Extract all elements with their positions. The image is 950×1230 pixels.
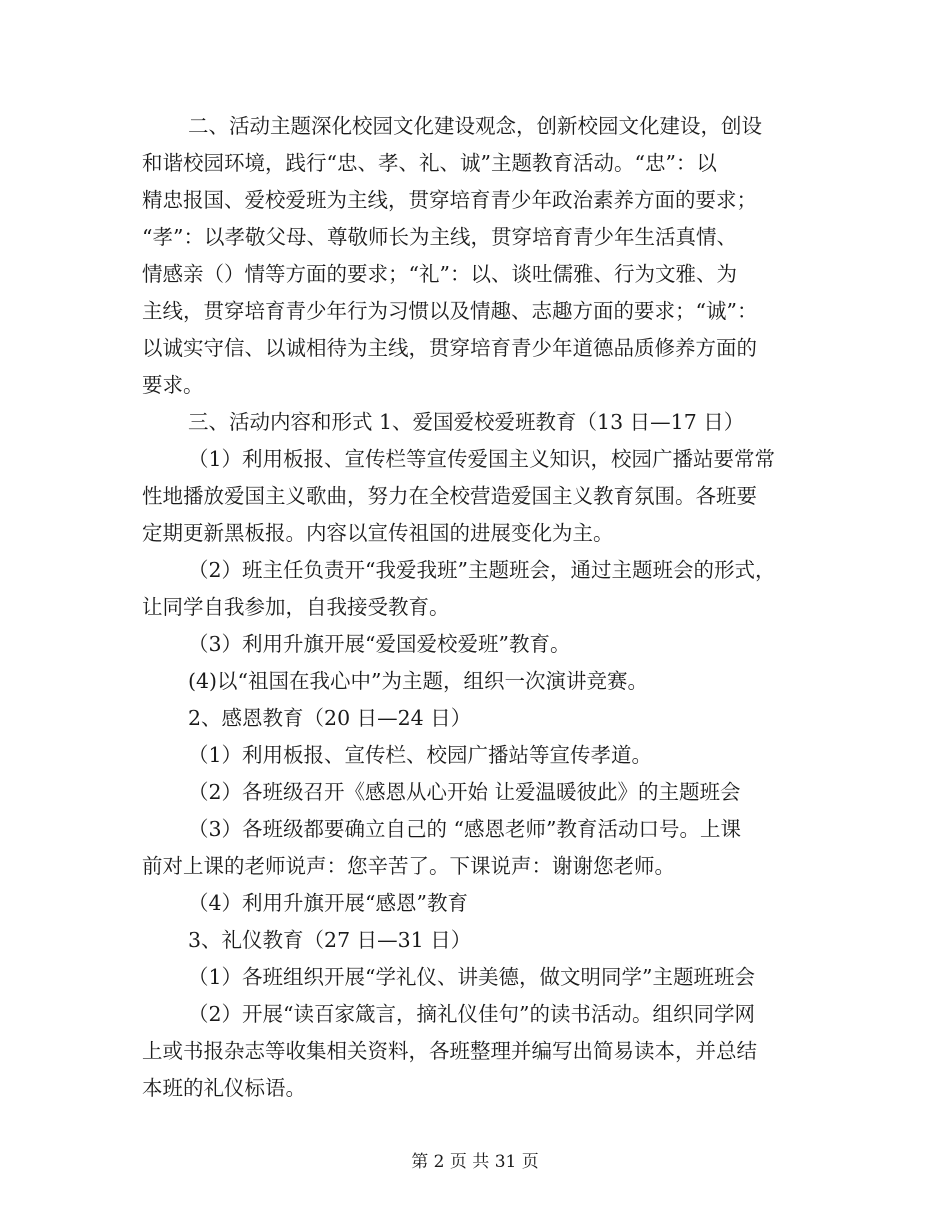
paragraph-line: 主线，贯穿培育青少年行为习惯以及情趣、志趣方面的要求；“诚”： [142,299,758,323]
paragraph-line: 要求。 [142,373,204,397]
paragraph-line: （4）利用升旗开展“感恩”教育 [188,891,469,915]
paragraph-line: （3）利用升旗开展“爱国爱校爱班”教育。 [188,632,571,656]
section-heading: 2、感恩教育（20 日—24 日） [188,706,472,730]
paragraph-line: 前对上课的老师说声：您辛苦了。下课说声：谢谢您老师。 [142,854,675,878]
paragraph-line: 精忠报国、爱校爱班为主线，贯穿培育青少年政治素养方面的要求； [142,188,757,212]
paragraph-line: (4)以“祖国在我心中”为主题，组织一次演讲竞赛。 [188,669,648,693]
paragraph-line: 上或书报杂志等收集相关资料，各班整理并编写出简易读本，并总结 [142,1039,757,1063]
paragraph-line: “孝”：以孝敬父母、尊敬师长为主线，贯穿培育青少年生活真情、 [142,225,737,249]
paragraph-line: （1）利用板报、宣传栏等宣传爱国主义知识，校园广播站要常常 [188,447,776,471]
paragraph-line: 定期更新黑板报。内容以宣传祖国的进展变化为主。 [142,521,614,545]
paragraph-line: （1）利用板报、宣传栏、校园广播站等宣传孝道。 [188,743,653,767]
paragraph-line: （2）班主任负责开“我爱我班”主题班会，通过主题班会的形式， [188,558,776,582]
paragraph-line: （1）各班组织开展“学礼仪、讲美德，做文明同学”主题班班会 [188,965,756,989]
paragraph-line: （2）各班级召开《感恩从心开始 让爱温暖彼此》的主题班会 [188,780,741,804]
paragraph-line: 和谐校园环境，践行“忠、孝、礼、诚”主题教育活动。“忠”：以 [142,151,717,175]
page-number-footer: 第 2 页 共 31 页 [411,1152,539,1172]
paragraph-line: （3）各班级都要确立自己的 “感恩老师”教育活动口号。上课 [188,817,742,841]
paragraph-line: 情感亲（）情等方面的要求；“礼”：以、谈吐儒雅、行为文雅、为 [142,262,737,286]
section-heading: 3、礼仪教育（27 日—31 日） [188,928,472,952]
paragraph-line: （2）开展“读百家箴言，摘礼仪佳句”的读书活动。组织同学网 [188,1002,756,1026]
paragraph-line: 以诚实守信、以诚相待为主线，贯穿培育青少年道德品质修养方面的 [142,336,757,360]
paragraph-line: 性地播放爱国主义歌曲，努力在全校营造爱国主义教育氛围。各班要 [142,484,757,508]
paragraph-line: 二、活动主题深化校园文化建设观念，创新校园文化建设，创设 [188,114,762,138]
paragraph-line: 本班的礼仪标语。 [142,1076,306,1100]
section-heading: 三、活动内容和形式 1、爱国爱校爱班教育（13 日—17 日） [188,410,745,434]
paragraph-line: 让同学自我参加，自我接受教育。 [142,595,450,619]
